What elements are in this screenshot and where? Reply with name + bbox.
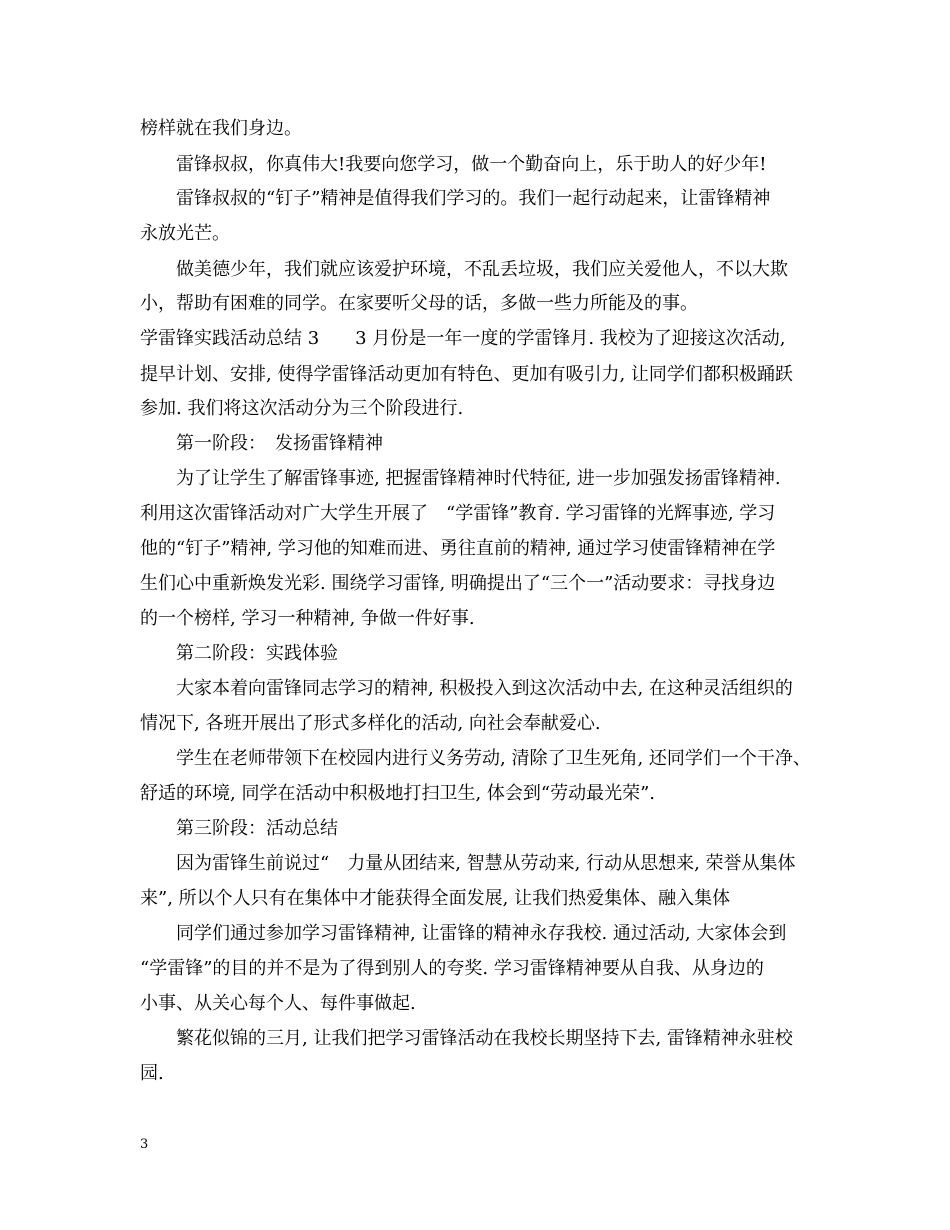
text-line: 大家本着向雷锋同志学习的精神, 积极投入到这次活动中去, 在这种灵活组织的 — [176, 678, 793, 699]
text-line: 永放光芒。 — [140, 223, 230, 244]
text-line: 雷锋叔叔的“钉子”精神是值得我们学习的。我们一起行动起来，让雷锋精神 — [176, 188, 771, 209]
text-line: 雷锋叔叔，你真伟大!我要向您学习，做一个勤奋向上，乐于助人的好少年! — [176, 154, 767, 175]
text-line: 生们心中重新焕发光彩. 围绕学习雷锋, 明确提出了“三个一”活动要求：寻找身边 — [140, 573, 776, 594]
text-line: 小事、从关心每个人、每件事做起. — [140, 993, 416, 1014]
text-line: 做美德少年，我们就应该爱护环境，不乱丢垃圾，我们应关爱他人，不以大欺 — [176, 259, 788, 280]
text-line: 为了让学生了解雷锋事迹, 把握雷锋精神时代特征, 进一步加强发扬雷锋精神. — [176, 468, 781, 489]
text-line: 来”, 所以个人只有在集体中才能获得全面发展, 让我们热爱集体、融入集体 — [140, 888, 731, 909]
text-line: 学生在老师带领下在校园内进行义务劳动, 清除了卫生死角, 还同学们一个干净、 — [176, 748, 811, 769]
stage-heading: 第一阶段： 发扬雷锋精神 — [176, 433, 383, 454]
text-line: 同学们通过参加学习雷锋精神, 让雷锋的精神永存我校. 通过活动, 大家体会到 — [176, 923, 787, 944]
text-line: 他的“钉子”精神, 学习他的知难而进、勇往直前的精神, 通过学习使雷锋精神在学 — [140, 538, 776, 559]
text-line: 参加. 我们将这次活动分为三个阶段进行. — [140, 398, 464, 419]
text-line: “学雷锋”的目的并不是为了得到别人的夸奖. 学习雷锋精神要从自我、从身边的 — [140, 958, 764, 979]
text-line: 因为雷锋生前说过“ 力量从团结来, 智慧从劳动来, 行动从思想来, 荣誉从集体 — [176, 853, 796, 874]
text-line: 小，帮助有困难的同学。在家要听父母的话，多做一些力所能及的事。 — [140, 293, 698, 314]
text-line: 舒适的环境, 同学在活动中积极地打扫卫生, 体会到“劳动最光荣”. — [140, 783, 656, 804]
stage-heading: 第三阶段：活动总结 — [176, 818, 338, 839]
page-number: 3 — [140, 1137, 149, 1152]
text-line: 繁花似锦的三月, 让我们把学习雷锋活动在我校长期坚持下去, 雷锋精神永驻校 — [176, 1028, 793, 1049]
text-line: 榜样就在我们身边。 — [140, 118, 302, 139]
text-line: 利用这次雷锋活动对广大学生开展了 “学雷锋”教育. 学习雷锋的光辉事迹, 学习 — [140, 503, 776, 524]
text-line: 提早计划、安排, 使得学雷锋活动更加有特色、更加有吸引力, 让同学们都积极踊跃 — [140, 364, 793, 385]
text-line: 情况下, 各班开展出了形式多样化的活动, 向社会奉献爱心. — [140, 713, 601, 734]
section-heading-line: 学雷锋实践活动总结 3 3 月份是一年一度的学雷锋月. 我校为了迎接这次活动, — [140, 328, 786, 349]
stage-heading: 第二阶段：实践体验 — [176, 643, 338, 664]
text-line: 园. — [140, 1063, 164, 1084]
text-line: 的一个榜样, 学习一种精神, 争做一件好事. — [140, 608, 475, 629]
